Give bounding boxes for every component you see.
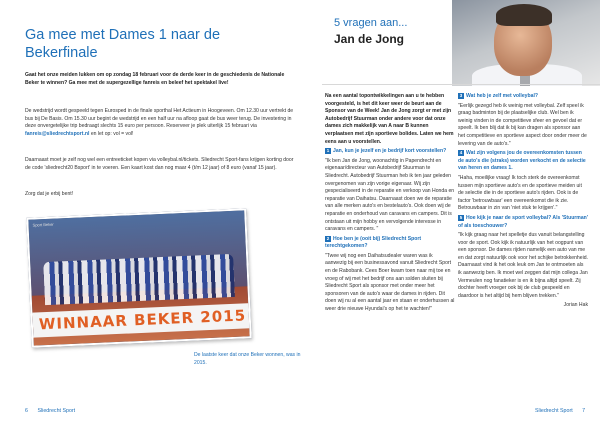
answer-2: "Twee wij nog een Daihatsudealer waren was ik aanwezig bij een businessavond vanuit Sliedrecht Sport en de Rabobank. Cees Boer kwam toen naar mij toe en vroeg of wij met het bedrijf ons aan sslden sluiten bij Sliedrecht Sport als sponsor met onder meer het sponsoren van de auto's waar de dames in rijden. Dit doen wij nu al een aantal jaar en staan er onderhussen al weer drie nieuwe Hyundai's op het te wachten!" [325, 252, 455, 313]
team-players [43, 254, 235, 305]
body-paragraph-3: Zorg dat je erbij bent! [25, 191, 74, 197]
answer-4: "Haha, moeilijke vraag! Ik toch sterk de overeenkomst tussen mijn sportieve auto's en de sportieve meiden uit de selectie die in de sportieve auto's rijden. Ook is de factor 'betrouwbaar' een overeenkomst die ik zie. Betrouwbaar in zin van 'niet stuk te krijgen'." [458, 174, 582, 212]
answer-1: "Ik ben Jan de Jong, woonachtig in Papendrecht en eigenaar/directeur van Autobedrijf Stuurman te Sliedrecht. Autobedrijf Stuurman heb ik ten jaar geleden overgenomen van zijn vorige eigenaar. Wij zijn gespecialiseerd in de reparatie en verkoop van Honda en reparatie van Daihatsu. Daarnaast doen we de reparatie van alle merken auto's en bestelauto's. Ook doen wij de reparatie en onderhoud van caravans en campers. Dit is ontstaan uit mijn hobby en vervolgende interesse in caravans en campers. " [325, 157, 455, 233]
page-number-left: 6 [25, 408, 28, 414]
header-divider [322, 84, 600, 85]
question-number-icon: 3 [459, 93, 463, 98]
body-text: De wedstrijd wordt gespeeld tegen Eurosped in de finale sporthal Het Actieum in Hoogeveen. Om 12.30 uur vertrekt de bus bij De Basis. Om 15.30 uur begint de wedstrijd en een half uur na afloop gaat de bus weer terug. De investering in deze onvergetelijke trip bedraagt slechts 15 euro per persoon. Reserveer je plek uiterlijk 15 februari via [25, 108, 294, 130]
interviewee-name: Jan de Jong [334, 32, 405, 46]
question-number-icon: 2 [326, 235, 330, 241]
brand-left: Sliedrecht Sport [37, 408, 76, 414]
footer-right [535, 408, 585, 414]
question-number-icon: 5 [459, 214, 463, 220]
question-text: Wat zijn volgens jou de overeenkomsten tussen de auto's die (straks) worden verkocht en de selectie van heren en dames 1. [458, 150, 586, 172]
question-4 [458, 150, 588, 173]
interview-column-2 [458, 93, 588, 312]
answer-5: "Ik kijk graag naar het spelletje dus vanuit belangstelling voor de sport. Ook kijk ik natuurlijk van het oogpunt van een sponsor. De dames rijden namelijk een auto van me en dat zorgt natuurlijk ook voor het schijke betrokkenheid. Daarnaast vind ik het ook leuk om Jan te ontmoeten als ik aanwezig ben. Ik moet wel zeggen dat mijn collega Jan Vermeulen nog fanatieker is en ik bijna altijd speelt. Zij dochter heeft vroeger ook bij de club gespeeld en daardoor is het altijd bij hem blijven trekken." [458, 232, 588, 299]
winner-banner: WINNAAR BEKER 2015 [32, 303, 251, 338]
interview-kicker: 5 vragen aan... [334, 17, 408, 29]
body-text: en let op: vol = vol! [90, 130, 134, 137]
portrait-photo [452, 0, 600, 86]
answer-3: "Eerlijk gezegd heb ik weinig met volleybal. Zelf speel ik graag badminton bij de plaatselijke club. Wel ben ik weinig vinden in de competitieve sfeer en gevoel dat er speelt. Ik ben blij dat ik bij kan dragen als sponsor aan het competitieve en sportieve aspect door onder meer de levering van de auto's." [458, 102, 587, 147]
interview-lead: Na een aantal topontwikkelingen aan u te hebben voorgesteld, is het dit keer weer de beurt aan de Sponsor van de Week! Jan de Jong zorgt er met zijn Autobedrijf Stuurman onder andere voor dat onze dames zich makkelijk van A naar B kunnen verplaatsen met zijn sportieve bolides. Laten we hem eens aan u voorstellen. [325, 93, 454, 145]
team-photo [26, 208, 251, 347]
page-title: Ga mee met Dames 1 naar de Bekerfinale [25, 27, 221, 61]
question-number-icon: 4 [459, 150, 463, 156]
photo-corner-text: Sport Beker [32, 221, 54, 228]
body-paragraph-2: Daarnaast moet je zelf nog wel een entreeticket kopen via volleybal.nl/tickets. Sliedrecht Sport-fans krijgen korting door de code 'sliedrecht20 Bsport' in te voeren. Een kaart kost dan nog maar 4 (t/m 12 jaar) of 8 euro (vanaf 15 jaar). [25, 157, 294, 171]
footer-left [25, 408, 75, 414]
question-text: Hoe kijk je naar de sport volleybal? Als 'Stuurman' of als toeschouwer? [458, 214, 588, 229]
body-paragraph-1 [25, 108, 297, 138]
email-link[interactable]: fanreis@sliedrechtsport.nl [25, 130, 90, 137]
question-2 [325, 236, 455, 251]
question-5 [458, 215, 588, 230]
question-text: Wat heb je zelf met volleybal? [466, 93, 538, 99]
question-1 [325, 148, 455, 156]
question-text: Hoe ben je (ooit bij) Sliedrecht Sport terechtgekomen? [325, 235, 422, 250]
question-text: Jan, kun je jezelf en je bedrijf kort voorstellen? [333, 148, 447, 155]
page-number-right: 7 [582, 408, 586, 414]
author-signature: Jorian Hak [563, 302, 588, 309]
photo-caption: De laatste keer dat onze Beker wonnen, was in 2015. [194, 352, 301, 366]
question-number-icon: 1 [326, 148, 330, 154]
brand-right: Sliedrecht Sport [535, 408, 573, 414]
intro-paragraph: Gaat het onze meiden lukken om op zondag 18 februari voor de derde keer in de geschiedenis de Nationale Beker te winnen? Ga mee met de supergezellige fanreis en beleef het spektakel live! [25, 72, 285, 86]
interview-column-1 [325, 93, 455, 316]
question-3 [458, 93, 588, 101]
